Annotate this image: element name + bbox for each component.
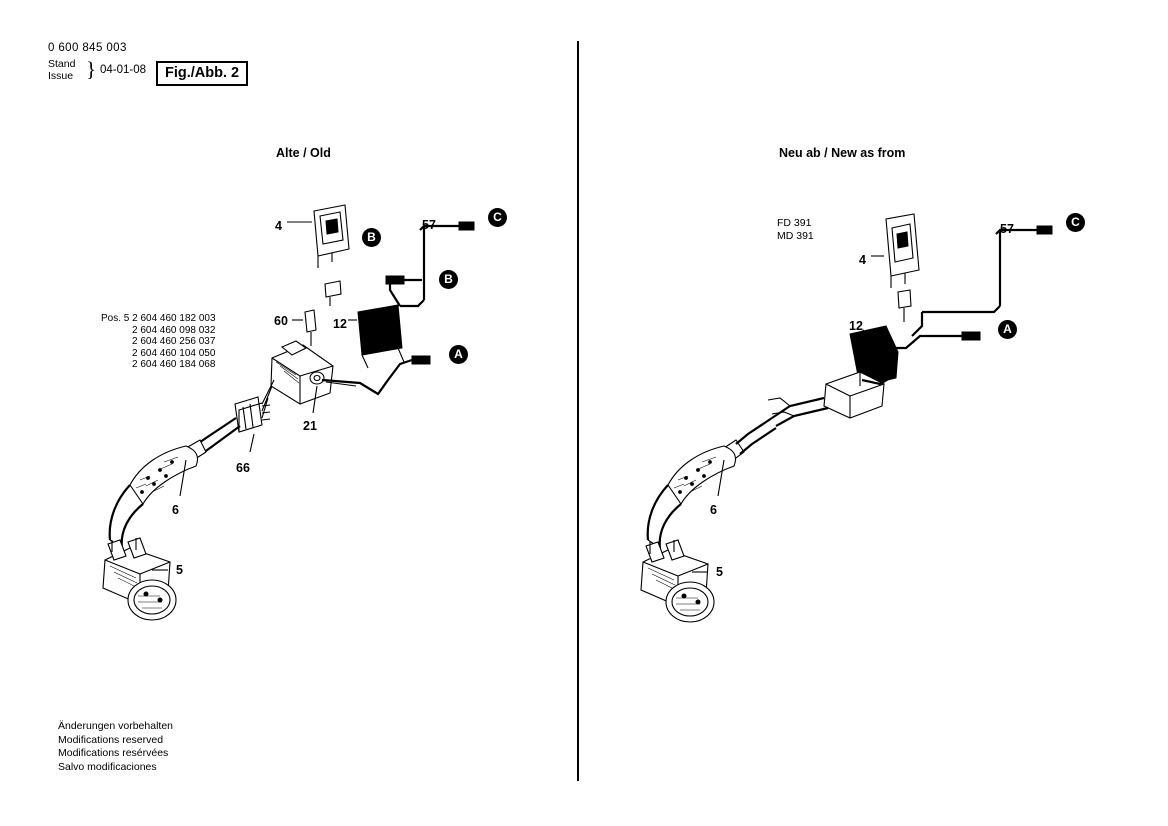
callout-left-3: 12 bbox=[333, 317, 347, 331]
right-block-12 bbox=[824, 326, 898, 418]
right-switch-module-4 bbox=[886, 214, 919, 288]
md-code: MD 391 bbox=[777, 229, 814, 242]
cable-b-branch-left bbox=[390, 282, 400, 306]
callout-right-1: 57 bbox=[1000, 222, 1014, 236]
part-list-line-3: 2 604 460 256 037 bbox=[132, 336, 216, 348]
right-connector-tab bbox=[898, 290, 911, 322]
footer-line-es: Salvo modificaciones bbox=[58, 760, 157, 773]
callout-left-4: 21 bbox=[303, 419, 317, 433]
callout-right-4: 5 bbox=[716, 565, 723, 579]
left-block-12 bbox=[358, 305, 404, 368]
left-plug-5 bbox=[103, 538, 176, 620]
fd-code: FD 391 bbox=[777, 217, 812, 229]
figure-label-box: Fig./Abb. 2 bbox=[156, 61, 248, 86]
leader-66-left bbox=[250, 434, 254, 452]
right-plug-5 bbox=[641, 540, 714, 622]
part-list-line-4: 2 604 460 104 050 bbox=[132, 347, 216, 359]
left-column-title: Alte / Old bbox=[276, 146, 331, 160]
footer-line-de: Änderungen vorbehalten bbox=[58, 720, 174, 732]
brace-glyph: } bbox=[86, 57, 97, 81]
callout-left-5: 66 bbox=[236, 461, 250, 475]
part-list-line-2: 2 604 460 098 032 bbox=[132, 324, 216, 336]
footer-line-en: Modifications reserved bbox=[58, 733, 164, 746]
left-switch-module-4 bbox=[314, 205, 349, 268]
issue-label: Issue bbox=[48, 69, 74, 82]
right-handle-cable-6 bbox=[648, 418, 776, 548]
callout-left-2: 60 bbox=[274, 314, 288, 328]
bullet-right-a: A bbox=[998, 320, 1017, 339]
callout-right-2: 12 bbox=[849, 319, 863, 333]
document-number: 0 600 845 003 bbox=[48, 42, 127, 54]
stand-label: Stand bbox=[48, 58, 76, 70]
callout-right-0: 4 bbox=[859, 253, 866, 267]
footer-line-fr: Modifications resérvées bbox=[58, 747, 169, 759]
left-assembly bbox=[103, 205, 474, 620]
right-column-title: Neu ab / New as from bbox=[779, 146, 906, 160]
bullet-left-a: A bbox=[449, 345, 468, 364]
part-list-line-1: Pos. 5 2 604 460 182 003 bbox=[101, 313, 216, 324]
left-motor-housing-21 bbox=[271, 341, 333, 404]
issue-date: 04-01-08 bbox=[100, 64, 147, 76]
left-element-60 bbox=[305, 310, 316, 346]
callout-left-1: 57 bbox=[422, 218, 436, 232]
right-assembly bbox=[641, 214, 1052, 622]
callout-left-6: 6 bbox=[172, 503, 179, 517]
left-handle-cable-6 bbox=[110, 418, 240, 548]
callout-right-3: 6 bbox=[710, 503, 717, 517]
part-list-line-5: 2 604 460 184 068 bbox=[132, 359, 216, 371]
bullet-left-b2: B bbox=[439, 270, 458, 289]
left-connector-tab bbox=[325, 281, 341, 306]
bullet-left-c: C bbox=[488, 208, 507, 227]
callout-left-7: 5 bbox=[176, 563, 183, 577]
bullet-right-c: C bbox=[1066, 213, 1085, 232]
bullet-left-b1: B bbox=[362, 228, 381, 247]
callout-left-0: 4 bbox=[275, 219, 282, 233]
